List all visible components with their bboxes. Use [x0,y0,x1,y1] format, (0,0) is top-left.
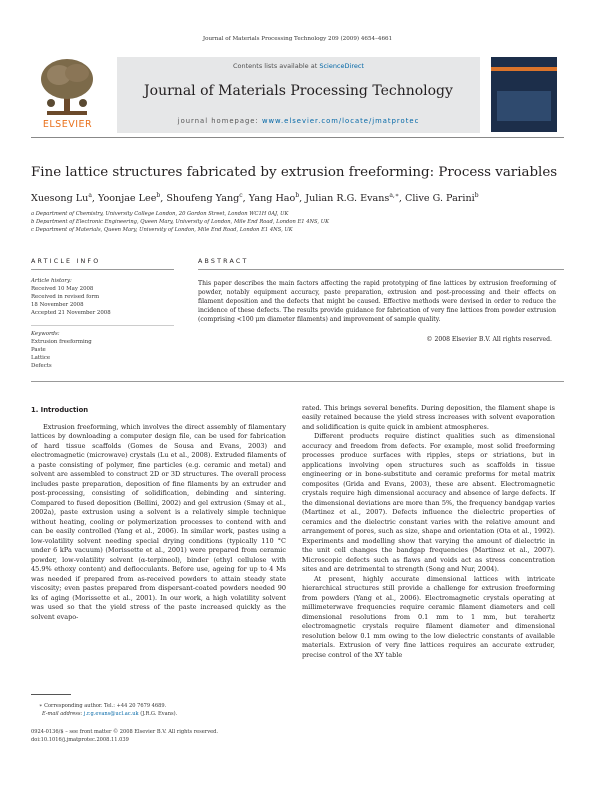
history-label: Article history: [31,278,72,284]
history-line: Received in revised form [31,294,100,300]
author-list: Xuesong Lu$^a$, Yoonjae Lee$^b$, Shoufeng Yang$^c$, Yang Hao$^b$, Julian R.G. Evans$^{a,∗}$, Clive G. Parini$^b$ [31,192,479,205]
abstract-text: This paper describes the main factors affecting the rapid prototyping of fine lattices by extrusion freeforming of powder, notably equipment accuracy, paste preparation, extrusion and post-processing and their effects on filament deposition and the defects that might be caused. Effective methods were devised in order to reduce the incidence of these defects. The results provide guidance for fabrication of very fine lattices from powder extrusion (comprising <100 μm diameter filaments) and improvement of sample quality. [198,280,556,323]
cover-band [491,67,557,71]
body-paragraph: Different products require distinct qualities such as dimensional accuracy and freedom from defects. For example, most solid freeforming processes produce surfaces with ripples, steps or striations, but in applications involving open structures such as scaffolds in tissue engineering or in bone-substitute and ceramic preforms for metal matrix composites (Grida and Evans, 2003), these are absent. Electromagnetic crystals require high dimensional accuracy and absence of large defects. If the dimensional deviations are more than 5%, the frequency bandgap varies (Martinez et al., 2007). Defects influence the dielectric properties of ceramics and the dielectric constant varies with the relative amount and arrangement of pores, such as size, shape and orientation (Ota et al., 1992). Experiments and modelling show that varying the amount of dielectric in the unit cell changes the bandgap frequencies (Martinez et al., 2007). Microscopic defects such as flaws and voids act as stress concentration sites and are detrimental to strength (Song and Nur, 2004). [302,432,555,574]
sciencedirect-link[interactable]: ScienceDirect [319,62,364,70]
abstract-heading: ABSTRACT [198,258,249,265]
body-right-column [302,404,555,660]
section-heading: 1. Introduction [31,406,89,414]
contents-prefix: Contents lists available at [233,62,320,70]
corresponding-author-note: ∗ Corresponding author. Tel.: +44 20 7679 4689. [39,703,167,709]
email-label: E-mail address: [42,711,84,717]
keyword: Paste [31,347,46,353]
publisher-name: ELSEVIER [42,119,93,130]
body-paragraph: rated. This brings several benefits. During deposition, the filament shape is easily retained because the yield stress increases with solvent evaporation and solidification is quite quick in ambient atmospheres. [302,404,555,431]
elsevier-tree-icon [37,57,97,117]
journal-title: Journal of Materials Processing Technology [144,83,453,99]
body-paragraph: Extrusion freeforming, which involves the direct assembly of filamentary lattices by downloading a computer design file, can be used for fabrication of hard tissue scaffolds (Gomes de Sousa and Evans, 2003) and electromagnetic (microwave) crystals (Lu et al., 2008). Extruded filaments of a paste consisting of polymer, fine particles (e.g. ceramic and metal) and solvent are assembled to construct 2D or 3D structures. The overall process includes paste preparation, deposition of fine filaments by an extruder and post-processing, consisting of solidification, debinding and sintering. Compared to fused deposition (Bellini, 2002) and gel extrusion (Smay et al., 2002a), paste extrusion using a solvent is a relatively simple technique without heating, cooling or polymerization processes to contend with and can be easily controlled (Yang et al., 2006). In similar work, pastes using a low-volatility solvent needing special drying conditions (typically 110 °C under 6 kPa vacuum) (Morissette et al., 2001) were prepared from ceramic powder, low-volatility solvent (α-terpineol), binder (ethyl cellulose with 45.9% ethoxy content) and deflocculants. Before use, ageing for up to 4 Ms was needed if prepared from as-received powders to attain steady state viscosity; even pastes prepared from dispersant-coated powders needed 90 ks of aging (Morissette et al., 2001). In our work, a high volatility solvent was used so that the yield stress of the paste increased quickly as the solvent evapo- [31,423,286,621]
keyword: Lattice [31,355,51,361]
affiliation-b: b Department of Electronic Engineering, Queen Mary, University of London, Mile End Road, London E1 4NS, UK [31,219,329,225]
history-line: 18 November 2008 [31,302,84,308]
issn-line: 0924-0136/$ – see front matter © 2008 Elsevier B.V. All rights reserved. [31,729,218,735]
keywords-label: Keywords: [31,331,60,337]
email-note [42,711,177,717]
affiliation-c: c Department of Materials, Queen Mary, University of London, Mile End Road, London E1 4NS, UK [31,227,293,233]
keyword: Extrusion freeforming [31,339,92,345]
author-name: Shoufeng Yang$^c$ [166,192,243,205]
history-line: Accepted 21 November 2008 [31,310,111,316]
author-name: Julian R.G. Evans$^{a,∗}$ [305,192,399,205]
author-affiliation-marker: b [156,192,161,199]
author-name: Yang Hao$^b$ [248,192,300,205]
email-link[interactable]: j.r.g.evans@ucl.ac.uk [83,711,139,717]
article-history [31,277,161,317]
body-left-column [31,423,286,622]
email-suffix: (J.R.G. Evans). [138,711,178,717]
info-separator [31,325,174,326]
contents-line [117,62,480,70]
journal-cover-image [491,57,557,132]
author-affiliation-marker: c [239,192,243,199]
journal-homepage [117,117,480,125]
cover-illustration [497,91,551,121]
author-name: Clive G. Parini$^b$ [405,192,479,205]
doi-line[interactable]: doi:10.1016/j.jmatprotec.2008.11.039 [31,737,129,743]
abstract-rule [198,269,564,270]
article-title: Fine lattice structures fabricated by extrusion freeforming: Process variables [31,165,558,180]
keyword: Defects [31,363,52,369]
body-paragraph: At present, highly accurate dimensional lattices with intricate hierarchical structures still provide a challenge for extrusion freeforming from powders (Yang et al., 2006). Electromagnetic crystals operating at millimeterwave frequencies require ceramic filament diameters and cell dimensional resolutions from 0.1 mm to 1 mm, but terahertz electromagnetic crystals require filament diameter and dimensional resolution below 0.1 mm owing to the low dielectric constants of available materials. Extrusion of very fine lattices requires an accurate extruder, precise control of the XY table [302,574,555,659]
elsevier-logo [31,57,104,133]
author-name: Yoonjae Lee$^b$ [98,192,161,205]
header-rule [31,137,564,138]
author-affiliation-marker: a,∗ [389,192,399,199]
keywords [31,330,161,370]
affiliation-a: a Department of Chemistry, University College London, 20 Gordon Street, London WC1H 0AJ, UK [31,211,289,217]
author-name: Xuesong Lu$^a$ [31,192,92,205]
abstract-copyright: © 2008 Elsevier B.V. All rights reserved. [426,336,552,343]
abstract-bottom-rule [31,381,564,382]
homepage-link[interactable]: www.elsevier.com/locate/jmatprotec [261,117,420,125]
homepage-prefix: journal homepage: [177,117,262,125]
history-line: Received 10 May 2008 [31,286,94,292]
article-info-heading: ARTICLE INFO [31,258,101,265]
journal-reference: Journal of Materials Processing Technology 209 (2009) 4654–4661 [202,36,393,42]
article-info-rule [31,269,174,270]
author-affiliation-marker: a [88,192,92,199]
author-affiliation-marker: b [295,192,300,199]
footnote-rule [31,694,71,695]
author-affiliation-marker: b [474,192,479,199]
